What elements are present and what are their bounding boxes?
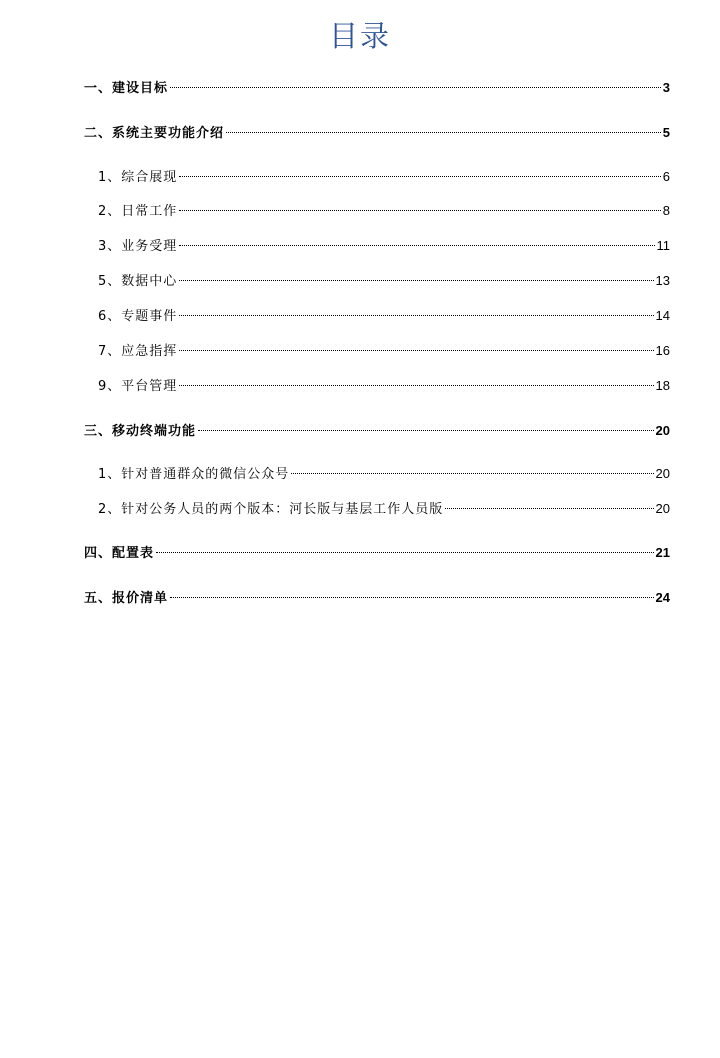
toc-entry-label: 二、系统主要功能介绍 — [84, 126, 225, 141]
toc-entry-label: 四、配置表 — [84, 546, 155, 561]
toc-entry-overview[interactable] — [98, 167, 670, 187]
toc-page-number: 20 — [655, 466, 670, 481]
dot-leader — [170, 597, 654, 598]
toc-entry-label: 9、平台管理 — [98, 379, 178, 394]
dot-leader — [156, 552, 654, 553]
toc-entry-label: 3、业务受理 — [98, 239, 178, 254]
toc-entry-label: 2、日常工作 — [98, 204, 178, 219]
toc-page-number: 21 — [655, 545, 670, 560]
page-title: 目录 — [328, 19, 391, 53]
toc-entry-special-events[interactable] — [98, 306, 670, 326]
toc-entry-label: 三、移动终端功能 — [84, 424, 197, 439]
toc-entry-label: 2、针对公务人员的两个版本：河长版与基层工作人员版 — [98, 502, 444, 517]
toc-page-number: 5 — [662, 125, 670, 140]
dot-leader — [179, 350, 653, 351]
dot-leader — [198, 430, 654, 431]
dot-leader — [179, 176, 660, 177]
toc-entry-construction-goals[interactable] — [84, 78, 670, 98]
toc-page-number: 20 — [655, 501, 670, 516]
toc-page-number: 3 — [662, 80, 670, 95]
toc-page-number: 11 — [656, 238, 670, 253]
toc-entry-label: 5、数据中心 — [98, 274, 178, 289]
toc-entry-quotation-list[interactable] — [84, 588, 670, 608]
dot-leader — [170, 87, 661, 88]
toc-page-number: 13 — [655, 273, 670, 288]
toc-entry-emergency-command[interactable] — [98, 341, 670, 361]
toc-entry-daily-work[interactable] — [98, 201, 670, 221]
dot-leader — [226, 132, 661, 133]
toc-page-number: 8 — [662, 203, 670, 218]
toc-entry-label: 一、建设目标 — [84, 81, 169, 96]
toc-page-number: 20 — [655, 423, 670, 438]
toc-entry-official-versions[interactable] — [98, 499, 670, 519]
toc-entry-label: 6、专题事件 — [98, 309, 178, 324]
toc-entry-configuration-table[interactable] — [84, 543, 670, 563]
toc-entry-label: 1、综合展现 — [98, 170, 178, 185]
dot-leader — [179, 280, 653, 281]
toc-page-number: 16 — [655, 343, 670, 358]
dot-leader — [179, 210, 660, 211]
dot-leader — [291, 473, 653, 474]
toc-page-number: 18 — [655, 378, 670, 393]
toc-entry-label: 7、应急指挥 — [98, 344, 178, 359]
toc-page-number: 24 — [655, 590, 670, 605]
toc-entry-platform-management[interactable] — [98, 376, 670, 396]
toc-entry-label: 1、针对普通群众的微信公众号 — [98, 467, 290, 482]
toc-entry-system-functions[interactable] — [84, 123, 670, 143]
dot-leader — [179, 385, 653, 386]
dot-leader — [179, 245, 654, 246]
toc-entry-mobile-functions[interactable] — [84, 421, 670, 441]
dot-leader — [179, 315, 653, 316]
toc-entry-business-acceptance[interactable] — [98, 236, 670, 256]
toc-page-number: 6 — [662, 169, 670, 184]
toc-entry-wechat-account[interactable] — [98, 464, 670, 484]
toc-entry-data-center[interactable] — [98, 271, 670, 291]
toc-entry-label: 五、报价清单 — [84, 591, 169, 606]
dot-leader — [445, 508, 653, 509]
toc-page-number: 14 — [655, 308, 670, 323]
